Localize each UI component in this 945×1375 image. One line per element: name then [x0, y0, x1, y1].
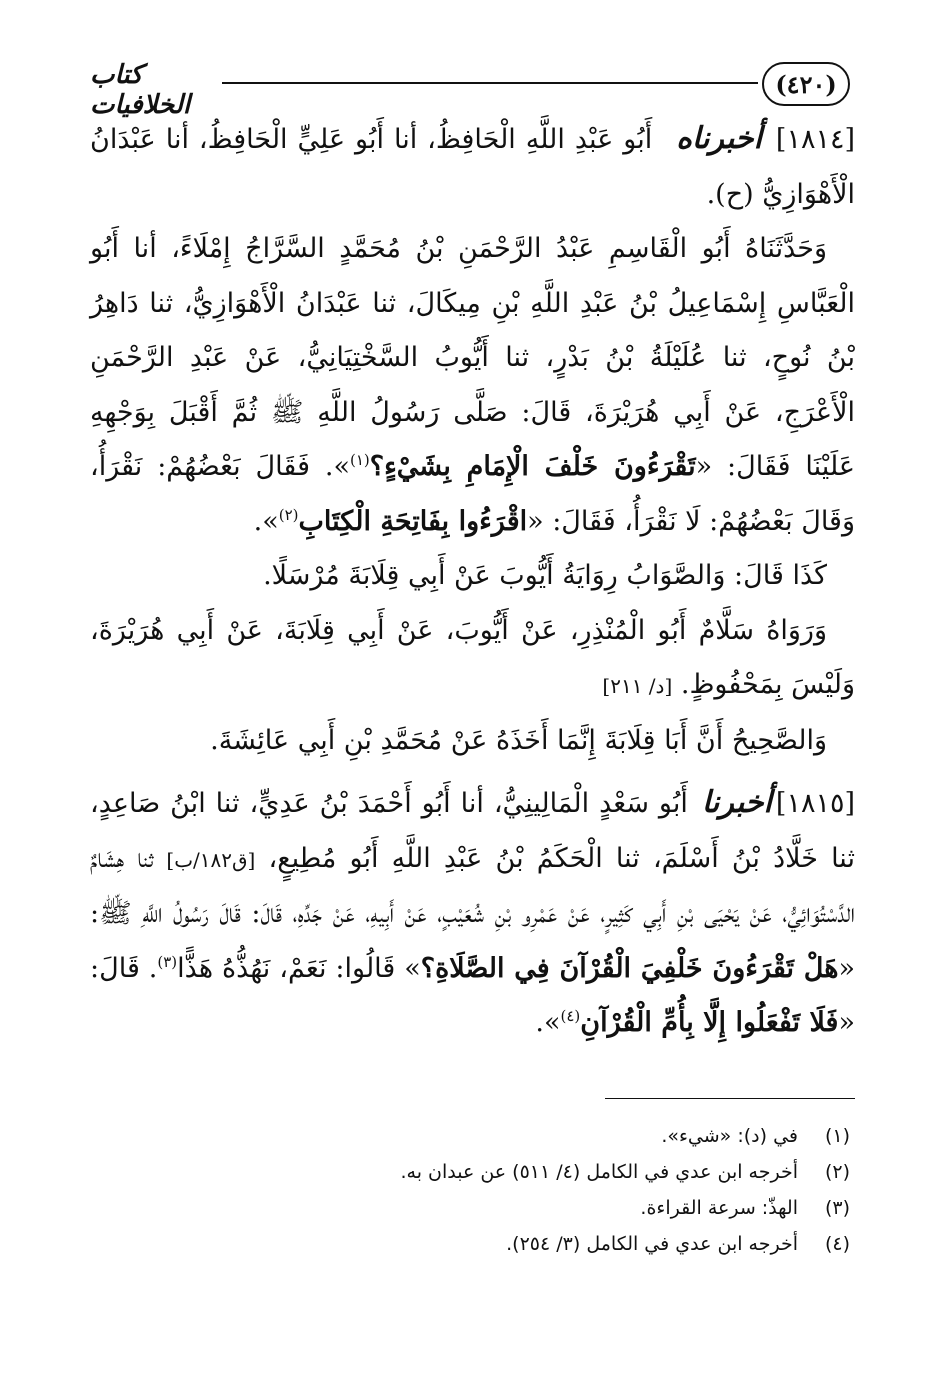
commentary-text: وَرَوَاهُ سَلَّامٌ أَبُو الْمُنْذِرِ، عَنْ أَيُّوبَ، عَنْ أَبِي قِلَابَةَ، عَنْ أَبِي هُرَيْرَةَ، وَلَيْسَ بِمَحْفُوظٍ. — [90, 614, 855, 700]
footnote-item — [110, 1154, 850, 1190]
hadith-1815 — [90, 776, 855, 1051]
footnote-number: (٣) — [824, 1197, 850, 1219]
footnote-text: الهذّ: سرعة القراءة. — [640, 1197, 798, 1219]
manuscript-reference: [ق١٨٢/ب] — [166, 847, 256, 872]
hadith-1814 — [90, 112, 855, 222]
page-number: (٤٢٠) — [762, 62, 850, 106]
prophetic-quote: تَقْرَءُونَ خَلْفَ الْإِمَامِ بِشَيْءٍ؟ — [369, 451, 696, 482]
book-title: كتاب الخلافيات — [90, 60, 191, 120]
footnote-number: (٤) — [824, 1233, 850, 1255]
hadith-number: [١٨١٥] — [775, 788, 855, 819]
footnote-item — [110, 1226, 850, 1262]
footnote-text: أخرجه ابن عدي في الكامل (٣/ ٢٥٤). — [506, 1233, 798, 1255]
commentary-1: كَذَا قَالَ: وَالصَّوَابُ رِوَايَةُ أَيُّوبَ عَنْ أَبِي قِلَابَةَ مُرْسَلًا. — [263, 560, 827, 591]
commentary-2 — [90, 604, 855, 714]
footnote-marker: (١) — [349, 451, 370, 469]
akhbarana-word: أخبرنا — [701, 785, 772, 820]
narration-text: ». — [535, 1007, 561, 1038]
narration-text: » قَالُوا: نَعَمْ، نَهُذُّهُ هَذًّا — [177, 952, 421, 984]
footnote-item — [110, 1190, 850, 1226]
prophetic-quote: فَلَا تَفْعَلُوا إِلَّا بِأُمِّ الْقُرْآنِ — [580, 1007, 839, 1038]
footnote-text: في (د): «شيء». — [661, 1125, 798, 1147]
page-header — [90, 58, 850, 120]
paragraph-gap — [90, 768, 855, 776]
footnote-separator — [605, 1098, 855, 1099]
prophetic-quote: اقْرَءُوا بِفَاتِحَةِ الْكِتَابِ — [298, 505, 528, 537]
footnote-marker: (٤) — [560, 1007, 581, 1025]
narration-text: ». فَقَالَ بَعْضُهُمْ: نَقْرَأُ، وَقَالَ بَعْضُهُمْ: لَا نَقْرَأُ، فَقَالَ: « — [90, 451, 855, 537]
commentary-3: وَالصَّحِيحُ أَنَّ أَبَا قِلَابَةَ إِنَّمَا أَخَذَهُ عَنْ مُحَمَّدِ بْنِ أَبِي عَائِشَةَ. — [210, 724, 827, 756]
main-text — [90, 112, 855, 1051]
isnad-text: أَبُو عَبْدِ اللَّهِ الْحَافِظُ، أنا أَبُو عَلِيٍّ الْحَافِظُ، أنا عَبْدَانُ الْأَهْوَازِيُّ (ح). — [90, 124, 855, 210]
footnote-marker: (٢) — [278, 505, 299, 524]
manuscript-reference: [د/ ٢١١] — [602, 674, 673, 698]
narration-text: ». — [253, 505, 279, 537]
footnotes — [110, 1118, 850, 1262]
footnote-text: أخرجه ابن عدي في الكامل (٤/ ٥١١) عن عبدان به. — [400, 1161, 798, 1183]
isnad-text: ثنا هِشَامٌ الدَّسْتُوَائِيُّ، عَنْ يَحْيَى بْنِ أَبِي كَثِيرٍ، عَنْ عَمْرِو بْنِ شُعَيْبٍ، عَنْ أَبِيهِ، عَنْ جَدِّهِ، قَالَ: قَالَ رَسُولُ اللَّهِ ﷺ: « — [90, 842, 855, 984]
footnote-number: (١) — [824, 1125, 850, 1147]
hadith-1814-chain-2 — [90, 222, 855, 549]
prophetic-quote: هَلْ تَقْرَءُونَ خَلْفِيَ الْقُرْآنَ فِي الصَّلَاةِ؟ — [420, 952, 839, 984]
isnad-text: أَبُو سَعْدٍ الْمَالِينِيُّ، أنا أَبُو أَحْمَدَ بْنُ عَدِيٍّ، ثنا ابْنُ صَاعِدٍ، ثنا خَلَّادُ بْنُ أَسْلَمَ، ثنا الْحَكَمُ بْنُ عَبْدِ اللَّهِ أَبُو مُطِيعٍ، — [90, 788, 855, 874]
footnote-number: (٢) — [824, 1161, 850, 1183]
header-rule — [222, 82, 758, 84]
hadith-number: [١٨١٤] — [775, 124, 855, 155]
narration-text: . قَالَ: « — [90, 952, 855, 1038]
akhbarana-word: أخبرناه — [676, 121, 762, 156]
footnote-marker: (٣) — [157, 952, 178, 971]
narration-text: وَحَدَّثَنَاهُ أَبُو الْقَاسِمِ عَبْدُ الرَّحْمَنِ بْنُ مُحَمَّدٍ السَّرَّاجُ إِمْلَاءً، أنا أَبُو الْعَبَّاسِ إِسْمَاعِيلُ بْنُ عَبْدِ اللَّهِ بْنِ مِيكَالَ، ثنا عَبْدَانُ الْأَهْوَازِيُّ، ثنا دَاهِرُ بْنُ نُوحٍ، ثنا عُلَيْلَةُ بْنُ بَدْرٍ، ثنا أَيُّوبُ السَّخْتِيَانِيُّ، عَنْ عَبْدِ الرَّحْمَنِ الْأَعْرَجِ، عَنْ أَبِي هُرَيْرَةَ، قَالَ: صَلَّى رَسُولُ اللَّهِ ﷺ ثُمَّ أَقْبَلَ بِوَجْهِهِ عَلَيْنَا فَقَالَ: « — [90, 233, 855, 482]
footnote-item — [110, 1118, 850, 1154]
